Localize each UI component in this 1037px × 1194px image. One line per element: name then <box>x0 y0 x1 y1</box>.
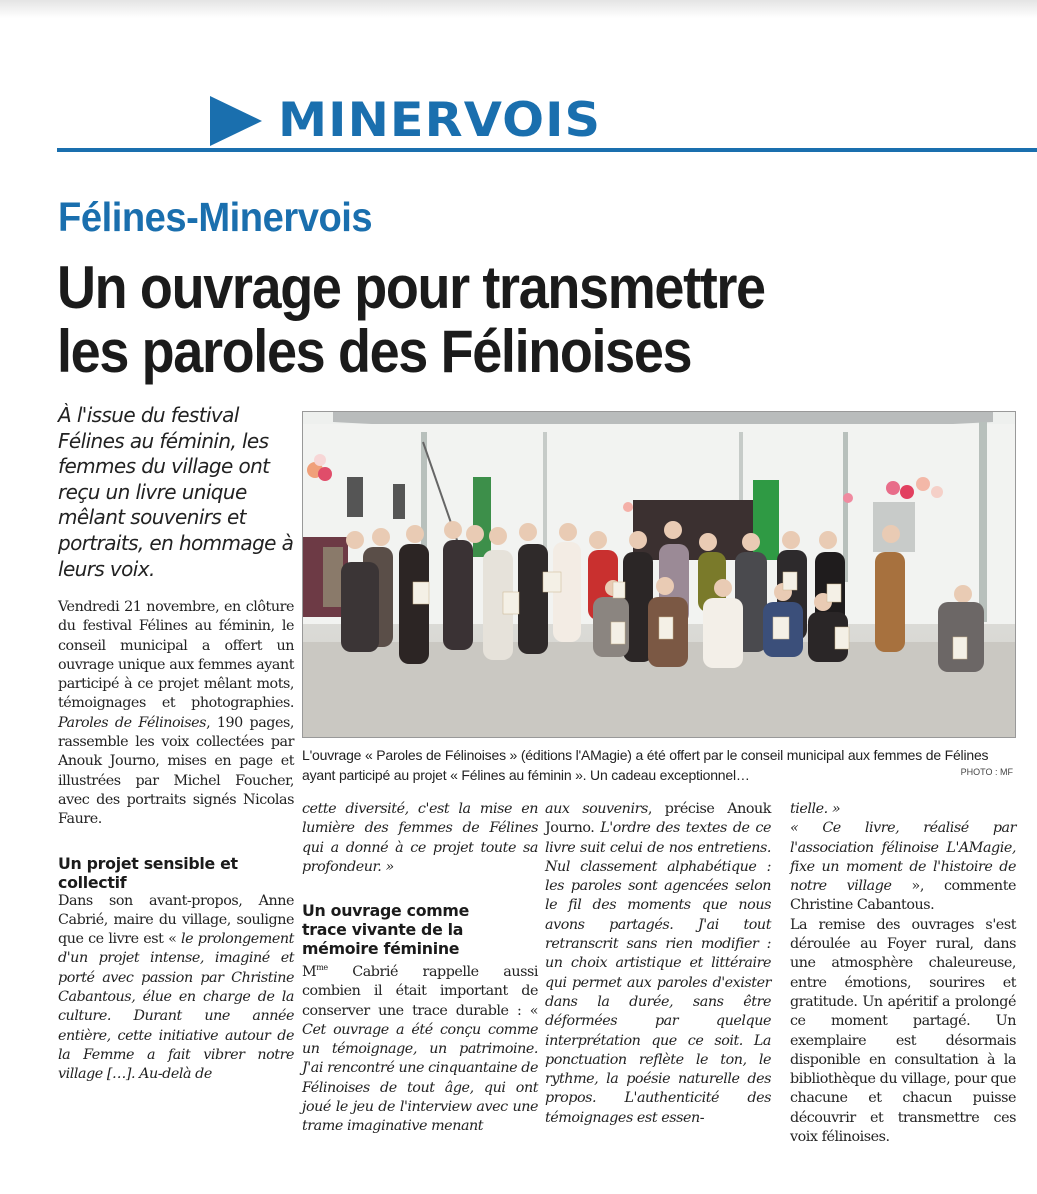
subheading-2: Un ouvrage comme trace vivante de la mémoire féminine <box>302 901 469 959</box>
quote-close: » <box>827 801 841 817</box>
attribution-text: , précise Anouk Journo. <box>545 801 771 837</box>
intro-paragraph <box>58 598 294 830</box>
article-lede: À l'issue du festival Félines au féminin, les femmes du village ont reçu un livre unique mêlant souvenirs et portraits, en hommage à leurs voix. <box>58 403 294 581</box>
intro-text-cont: , 190 pages, rassemble les voix collectées par Anouk Journo, mises en page et illustrées par Michel Foucher, avec des portraits signés Nicolas Faure. <box>58 714 294 828</box>
article-column-2 <box>302 800 538 1137</box>
intro-text: Vendredi 21 novembre, en clôture du festival Félines au féminin, le conseil municipal a offert un ouvrage unique aux femmes ayant participé à ce projet mêlant mots, témoignages et photographies. <box>58 599 294 712</box>
paragraph-5 <box>790 819 1016 915</box>
quote-text: le prolongement d'un projet intense, imaginé et porté avec passion par Christine Cabantous, élue en charge de la culture. Durant une année entière, cette initiative autour de la Femme a fait vibrer notre village […]. Au-delà de <box>58 931 294 1083</box>
article-column-3 <box>545 800 771 1128</box>
paragraph-6: La remise des ouvrages s'est déroulée au Foyer rural, dans une atmosphère chaleureuse, entre émotions, sourires et gratitude. Un apéritif a prolongé ce moment partagé. Un exemplaire est désormais disponible en consultation à la bibliothèque du village, pour que chacune et chacun puisse découvrir et transmettre ces voix félinoises. <box>790 916 1016 1146</box>
quote-text: cette diversité, c'est la mise en lumière des femmes de Félines qui a donné à ce projet toute sa profondeur. <box>302 801 538 875</box>
top-shadow <box>0 0 1037 18</box>
section-title: MINERVOIS <box>278 93 602 148</box>
paragraph-3 <box>302 958 538 1136</box>
paragraph-2 <box>58 892 294 1085</box>
subheading-1: Un projet sensible et collectif <box>58 853 238 892</box>
paragraph-text: Dans son avant-propos, Anne Cabrié, maire du village, souligne que ce livre est « <box>58 892 294 948</box>
article-kicker: Félines-Minervois <box>58 194 373 240</box>
quote-end <box>790 800 1016 819</box>
quote-text: Cet ouvrage a été conçu comme un témoignage, un patrimoine. J'ai rencontré une cinquantaine de Félinoises de tout âge, qui ont joué le jeu de l'interview avec une trame imaginative menant <box>302 1021 538 1135</box>
article-headline <box>57 256 867 384</box>
quote-text: aux souvenirs <box>545 801 648 817</box>
attribution-text: », commente Christine Cabantous. <box>790 878 1017 914</box>
photo-credit: PHOTO : MF <box>960 767 1013 777</box>
play-arrow-icon <box>210 96 262 146</box>
quote-continuation <box>302 800 538 877</box>
quote-text: tielle. <box>790 801 828 817</box>
book-title: Paroles de Félinoises <box>58 714 207 731</box>
headline-line-1: Un ouvrage pour transmettre <box>57 254 765 321</box>
group-photo-illustration <box>303 412 1015 737</box>
article-column-1 <box>58 598 294 1085</box>
photo-caption: L'ouvrage « Paroles de Félinoises » (éditions l'AMagie) a été offert par le conseil municipal aux femmes de Félines ayant participé au projet « Félines au féminin ». Un cadeau exceptionnel… <box>302 747 989 783</box>
quote-close: » <box>381 858 394 875</box>
headline-line-2: les paroles des Félinoises <box>57 318 692 385</box>
quote-open: « <box>790 820 823 837</box>
quote-text: Ce livre, réalisé par l'association félinoise L'AMagie, fixe un moment de l'histoire de notre village <box>790 820 1016 895</box>
section-header <box>210 93 602 148</box>
article-photo <box>302 411 1016 738</box>
paragraph-text: Cabrié rappelle aussi combien il était important de conserver une trace durable : « <box>302 963 538 1019</box>
section-divider <box>57 148 1037 152</box>
honorific: M <box>302 963 317 980</box>
article-column-4 <box>790 800 1016 1147</box>
honorific-sup: me <box>316 963 328 973</box>
quote-text-cont: L'ordre des textes de ce livre suit celui de nos entretiens. Nul classement alphabétique : les paroles sont agencées selon le fil des moments que nous avons partagés. J'ai tout retranscrit sans rien modifier : un choix artistique et littéraire qui permet aux paroles d'exister dans la durée, sans être déformées par quelque interprétation que ce soit. La ponctuation reflète le ton, le rythme, la poésie naturelle des propos. L'authenticité des témoignages est essen- <box>545 820 771 1126</box>
paragraph-4 <box>545 800 771 1128</box>
